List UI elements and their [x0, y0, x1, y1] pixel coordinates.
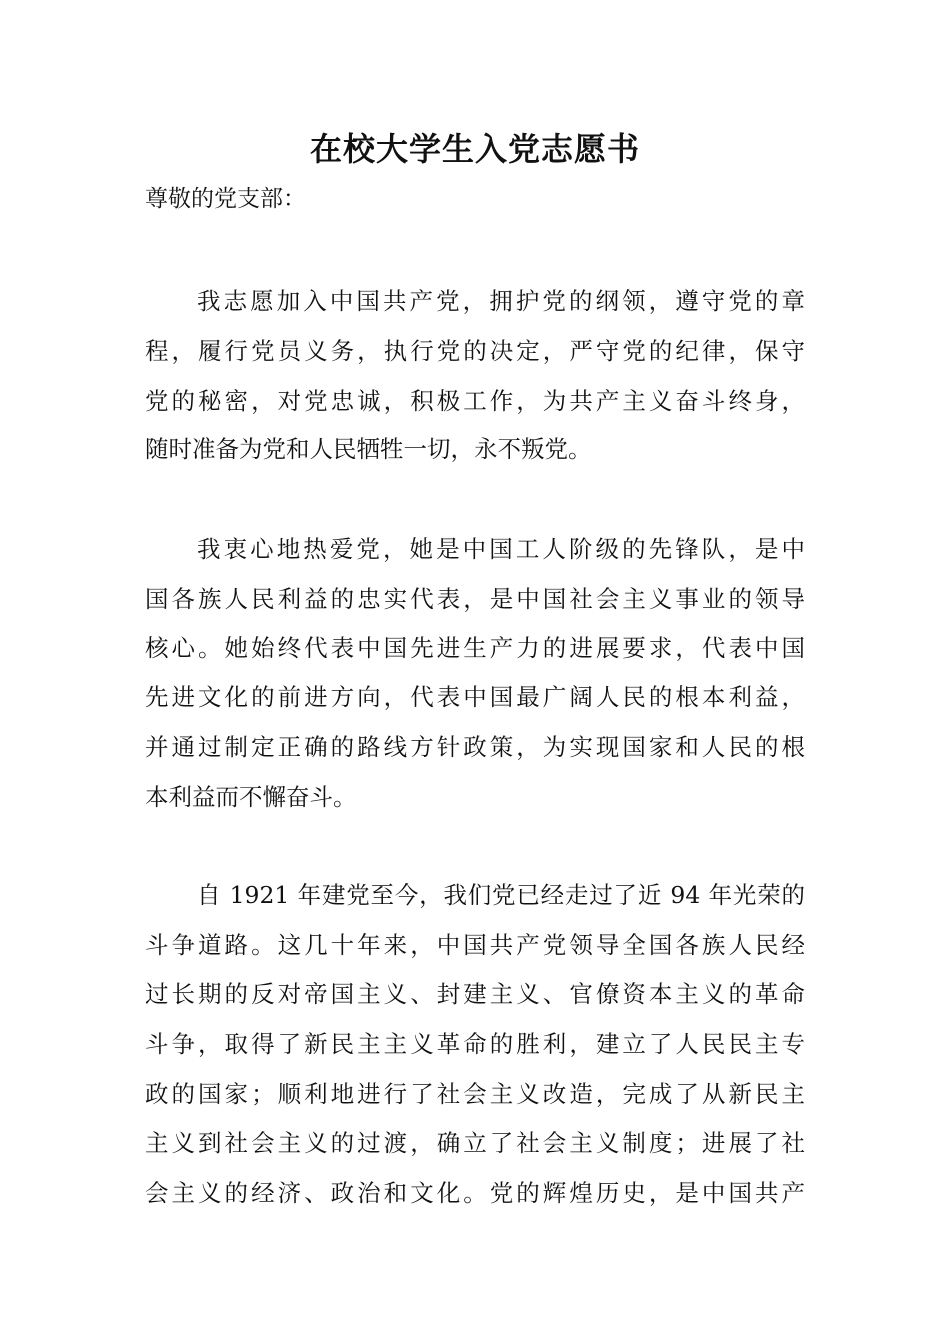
paragraph-1-line-2: 程，履行党员义务，执行党的决定，严守党的纪律，保守 — [145, 337, 805, 365]
paragraph-2-line-1: 我衷心地热爱党，她是中国工人阶级的先锋队，是中 — [197, 535, 805, 563]
paragraph-1-line-3: 党的秘密，对党忠诚，积极工作，为共产主义奋斗终身， — [145, 387, 805, 415]
paragraph-3-line-3: 过长期的反对帝国主义、封建主义、官僚资本主义的革命 — [145, 980, 805, 1008]
paragraph-3-line-6: 主义到社会主义的过渡，确立了社会主义制度；进展了社 — [145, 1129, 805, 1157]
paragraph-2-line-3: 核心。她始终代表中国先进生产力的进展要求，代表中国 — [145, 634, 805, 662]
paragraph-2-line-4: 先进文化的前进方向，代表中国最广阔人民的根本利益， — [145, 683, 805, 711]
document-title: 在校大学生入党志愿书 — [309, 130, 640, 168]
paragraph-2-line-6: 本利益而不懈奋斗。 — [145, 783, 357, 811]
paragraph-3-line-1: 自 1921 年建党至今，我们党已经走过了近 94 年光荣的 — [197, 881, 805, 909]
paragraph-3-line-2: 斗争道路。这几十年来，中国共产党领导全国各族人民经 — [145, 931, 805, 959]
paragraph-2-line-5: 并通过制定正确的路线方针政策，为实现国家和人民的根 — [145, 733, 805, 761]
paragraph-3-line-7: 会主义的经济、政治和文化。党的辉煌历史，是中国共产 — [145, 1179, 805, 1207]
paragraph-1-line-4: 随时准备为党和人民牺牲一切，永不叛党。 — [145, 435, 592, 463]
salutation: 尊敬的党支部： — [145, 186, 306, 212]
paragraph-1-line-1: 我志愿加入中国共产党，拥护党的纲领，遵守党的章 — [197, 287, 805, 315]
paragraph-3-line-5: 政的国家；顺利地进行了社会主义改造，完成了从新民主 — [145, 1080, 805, 1108]
paragraph-2-line-2: 国各族人民利益的忠实代表，是中国社会主义事业的领导 — [145, 585, 805, 613]
paragraph-3-line-4: 斗争，取得了新民主主义革命的胜利，建立了人民民主专 — [145, 1030, 805, 1058]
